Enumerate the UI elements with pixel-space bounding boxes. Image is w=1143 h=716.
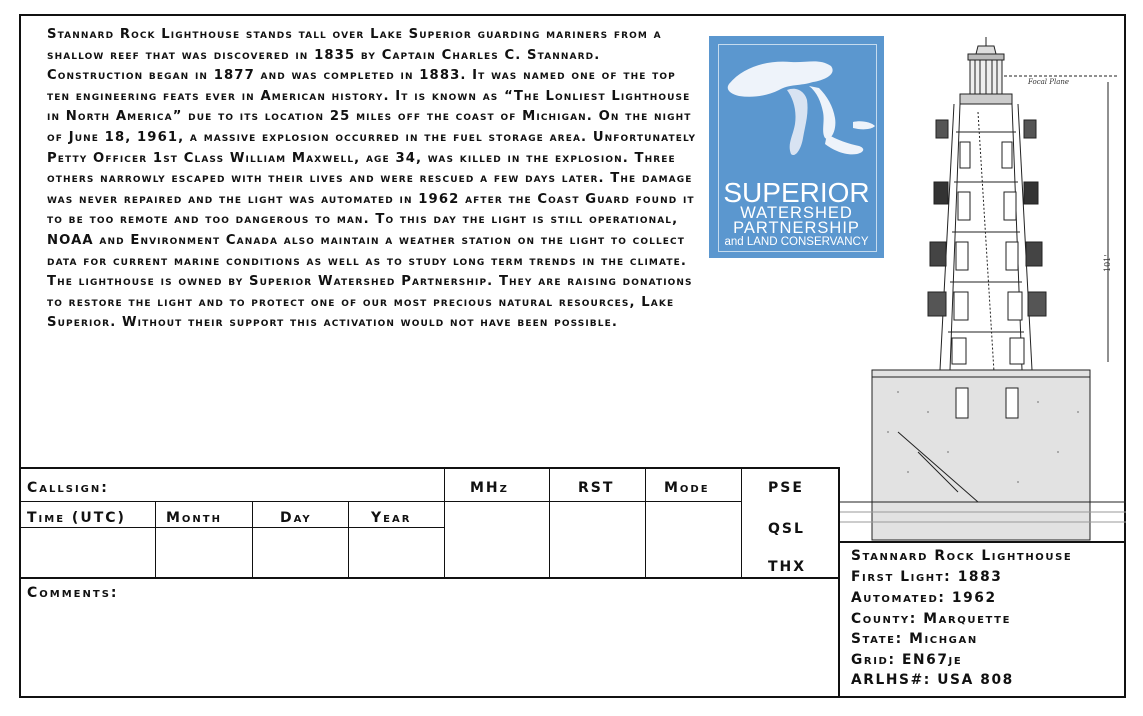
pse-label: PSE bbox=[768, 480, 804, 496]
first-light: First Light: 1883 bbox=[851, 569, 1003, 585]
rst-label: RST bbox=[578, 480, 615, 496]
month-label: Month bbox=[166, 510, 222, 526]
logo-line-partnership: PARTNERSHIP bbox=[733, 219, 860, 237]
history-paragraph: Stannard Rock Lighthouse stands tall over Lake Superior guarding mariners from a shallow reef that was discovered in 1835 by Captain Charles C. Stannard. Construction began in 1877 and was completed in 1883. It was named one of the top ten engineering feats ever in American history. It is known as “The Lonliest Lighthouse in North America” due to its location 25 miles off the coast of Michigan. On the night of June 18, 1961, a massive explosion occurred in the fuel storage area. Unfortunately Petty Officer 1st Class William Maxwell, age 34, was killed in the explosion. Three others narrowly escaped with their lives and were rescued a few days later. The damage was never repaired and the light was automated in 1962 after the Coast Guard found it to be too remote and too dangerous to man. To this day the light is still operational, NOAA and Environment Canada also maintain a weather station on the light to collect data for current marine conditions as well as to study long term trends in the climate. The lighthouse is owned by Superior Watershed Partnership. They are raising donations to restore the light and to protect one of our most precious natural resources, Lake Superior. Without their support this activation would not have been possible. bbox=[47, 27, 697, 331]
automated-year: Automated: 1962 bbox=[851, 590, 997, 606]
logo-line-watershed: WATERSHED bbox=[740, 204, 853, 222]
log-row-line bbox=[19, 501, 741, 502]
col-divider bbox=[348, 501, 349, 578]
thx-label: THX bbox=[768, 559, 807, 575]
col-divider bbox=[155, 501, 156, 578]
info-top-line bbox=[838, 541, 1126, 543]
logo-title: SUPERIOR bbox=[723, 177, 870, 208]
col-divider bbox=[741, 467, 742, 578]
mhz-label: MHz bbox=[470, 480, 509, 496]
col-divider bbox=[549, 467, 550, 578]
callsign-label: Callsign: bbox=[27, 480, 109, 496]
qsl-label: QSL bbox=[768, 521, 805, 537]
comments-label: Comments: bbox=[27, 585, 119, 601]
arlhs-number: ARLHS#: USA 808 bbox=[851, 672, 1014, 688]
time-utc-label: Time (UTC) bbox=[27, 510, 126, 526]
grid-square: Grid: EN67je bbox=[851, 652, 963, 668]
col-divider bbox=[252, 501, 253, 578]
log-top-line bbox=[19, 467, 840, 469]
lighthouse-name: Stannard Rock Lighthouse bbox=[851, 548, 1073, 564]
lighthouse-drawing bbox=[838, 32, 1126, 542]
col-divider bbox=[645, 467, 646, 578]
year-label: Year bbox=[371, 510, 412, 526]
county: County: Marquette bbox=[851, 611, 1012, 627]
col-divider bbox=[444, 467, 445, 578]
comments-line bbox=[19, 577, 840, 579]
log-header-line bbox=[19, 527, 445, 528]
day-label: Day bbox=[280, 510, 312, 526]
logo-tagline: and LAND CONSERVANCY bbox=[724, 236, 869, 248]
log-right-divider bbox=[838, 467, 840, 698]
height-label: 101' bbox=[1103, 254, 1112, 272]
mode-label: Mode bbox=[664, 480, 710, 496]
focal-plane-label: Focal Plane bbox=[1028, 78, 1070, 86]
state: State: Michgan bbox=[851, 631, 978, 647]
